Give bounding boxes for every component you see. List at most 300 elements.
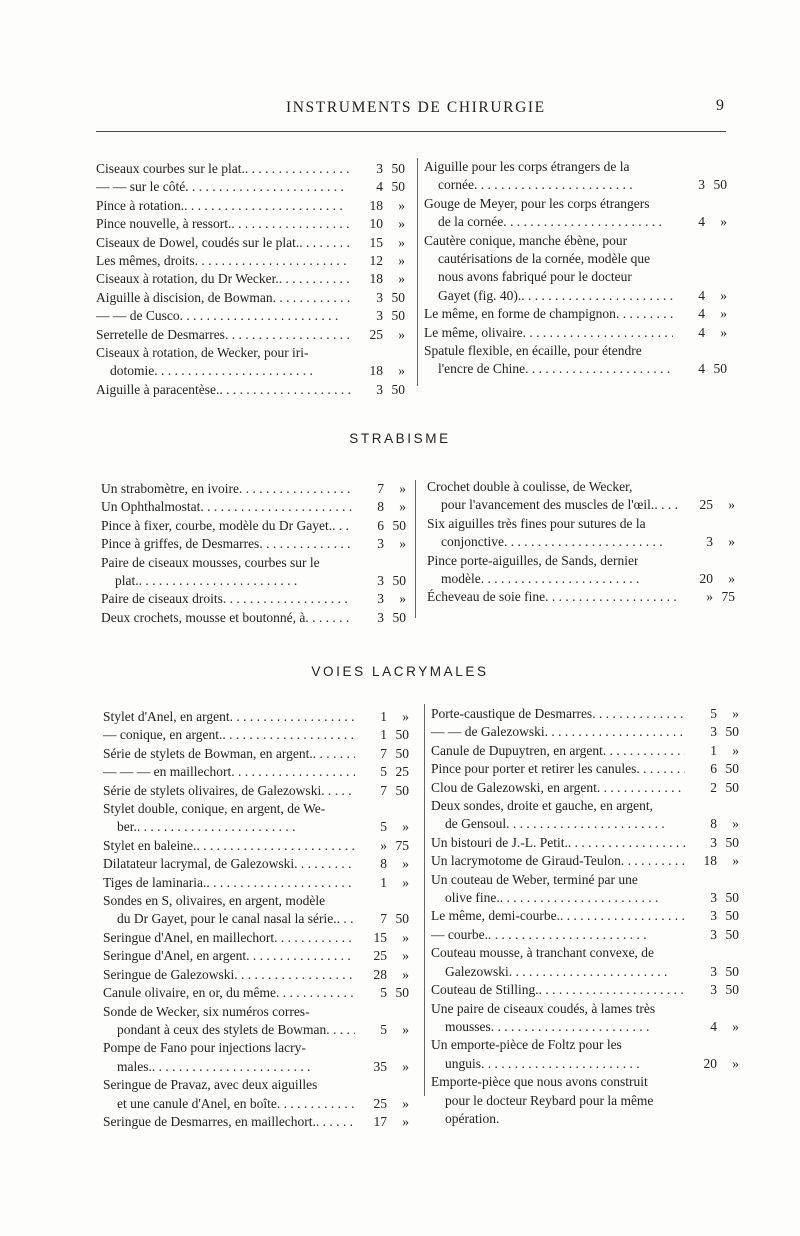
- entry-price: [352, 480, 406, 498]
- entry-line: [103, 800, 409, 818]
- entry-text: — — de Cusco: [96, 308, 180, 324]
- entry-line: [431, 705, 739, 723]
- entry-line: [103, 947, 409, 965]
- price-francs: 3: [376, 308, 383, 324]
- entry-line: [103, 726, 409, 744]
- entry-text: Six aiguilles très fines pour sutures de la: [427, 515, 646, 531]
- entry-text: Ciseaux à rotation, du Dr Wecker.: [96, 271, 279, 287]
- price-centimes: 50: [391, 179, 405, 195]
- price-entry: [431, 944, 739, 981]
- entry-price: [685, 705, 739, 723]
- entry-text: — courbe.: [431, 926, 488, 942]
- price-entry: [103, 892, 409, 929]
- entry-text: males.: [117, 1058, 152, 1074]
- entry-price: [673, 324, 727, 342]
- price-centimes: »: [399, 481, 406, 496]
- entry-text: Tiges de laminaria.: [103, 874, 207, 890]
- price-centimes: 50: [725, 761, 739, 777]
- entry-text: Paire de ciseaux mousses, courbes sur le: [101, 554, 320, 570]
- entry-line: [431, 907, 739, 925]
- price-francs: »: [380, 837, 387, 853]
- entry-price: [351, 178, 405, 196]
- price-francs: 4: [698, 324, 705, 340]
- price-column-right: [424, 158, 727, 379]
- dot-leader: [195, 252, 351, 270]
- price-francs: 25: [369, 326, 383, 342]
- dot-leader: [504, 533, 681, 551]
- entry-price: [673, 360, 727, 378]
- price-francs: 3: [376, 289, 383, 305]
- entry-price: [681, 496, 735, 514]
- dot-leader: [185, 178, 351, 196]
- price-centimes: 75: [721, 589, 735, 605]
- entry-text: Le même, demi-courbe.: [431, 908, 560, 924]
- price-francs: 8: [377, 499, 384, 515]
- entry-price: [351, 289, 405, 307]
- price-entry: [431, 723, 739, 741]
- entry-line: [427, 496, 735, 514]
- entry-line: [103, 1095, 409, 1113]
- entry-text: Sonde de Wecker, six numéros corres-: [103, 1003, 310, 1019]
- running-header-title: INSTRUMENTS DE CHIRURGIE: [286, 99, 546, 116]
- entry-text: pondant à ceux des stylets de Bowman: [117, 1021, 327, 1037]
- price-francs: 4: [698, 361, 705, 377]
- price-entry: [96, 215, 405, 233]
- dot-leader: [474, 176, 673, 194]
- entry-line: [103, 892, 409, 910]
- entry-price: [673, 176, 727, 194]
- entry-text: Porte-caustique de Desmarres: [431, 706, 593, 721]
- dot-leader: [273, 289, 351, 307]
- entry-line: [424, 342, 727, 360]
- entry-text: pour le docteur Reybard pour la même: [445, 1092, 654, 1108]
- entry-text: Stylet d'Anel, en argent: [103, 709, 230, 724]
- price-francs: 3: [710, 908, 717, 924]
- entry-text: Un Ophthalmostat: [101, 499, 201, 515]
- price-column-left: [103, 708, 409, 1131]
- entry-text: Deux crochets, mousse et boutonné, à: [101, 609, 306, 625]
- price-francs: 1: [710, 742, 717, 758]
- entry-text: Le même, en forme de champignon: [424, 306, 616, 322]
- entry-text: Pince nouvelle, à ressort.: [96, 216, 232, 232]
- dot-leader: [180, 307, 351, 325]
- price-entry: [103, 837, 409, 855]
- price-francs: 7: [380, 911, 387, 927]
- price-entry: [103, 745, 409, 763]
- entry-text: Pompe de Fano pour injections lacry-: [103, 1040, 306, 1056]
- price-column-left: [101, 480, 406, 627]
- price-entry: [96, 289, 405, 307]
- entry-price: [673, 213, 727, 231]
- entry-line: [103, 1021, 409, 1039]
- entry-line: [431, 779, 739, 797]
- entry-line: [431, 1110, 739, 1128]
- entry-text: Ciseaux courbes sur le plat.: [96, 161, 245, 176]
- price-francs: 4: [376, 179, 383, 195]
- price-francs: 3: [710, 834, 717, 850]
- price-entry: [431, 834, 739, 852]
- price-francs: 18: [369, 363, 383, 379]
- entry-line: [431, 1018, 739, 1036]
- price-entry: [431, 779, 739, 797]
- dot-leader: [503, 213, 673, 231]
- dot-leader: [222, 726, 355, 744]
- price-entry: [103, 947, 409, 965]
- price-entry: [101, 535, 406, 553]
- price-centimes: »: [402, 856, 409, 872]
- price-centimes: »: [402, 819, 409, 835]
- entry-price: [351, 307, 405, 325]
- entry-text: Gayet (fig. 40).: [438, 287, 522, 303]
- entry-price: [355, 745, 409, 763]
- entry-price: [355, 966, 409, 984]
- entry-line: [103, 874, 409, 892]
- price-francs: 18: [369, 271, 383, 287]
- entry-price: [685, 760, 739, 778]
- price-centimes: »: [732, 742, 739, 758]
- price-francs: 6: [377, 517, 384, 533]
- price-entry: [427, 478, 735, 515]
- entry-price: [355, 1113, 409, 1131]
- price-centimes: »: [398, 363, 405, 379]
- entry-price: [352, 590, 406, 608]
- entry-text: Canule olivaire, en or, du même: [103, 985, 277, 1001]
- dot-leader: [245, 160, 351, 178]
- dot-leader: [545, 588, 681, 606]
- dot-leader: [521, 287, 673, 305]
- price-entry: [424, 195, 727, 232]
- price-centimes: »: [398, 326, 405, 342]
- price-entry: [431, 1036, 739, 1073]
- entry-text: dotomie: [110, 363, 155, 379]
- price-entry: [103, 929, 409, 947]
- entry-line: [101, 590, 406, 608]
- price-centimes: 50: [395, 782, 409, 798]
- price-entry: [431, 981, 739, 999]
- dot-leader: [231, 215, 351, 233]
- column-divider: [417, 158, 418, 386]
- entry-text: Clou de Galezowski, en argent: [431, 779, 597, 795]
- entry-price: [355, 1095, 409, 1113]
- entry-text: Dilatateur lacrymal, de Galezowski: [103, 856, 295, 872]
- price-entry: [103, 782, 409, 800]
- dot-leader: [277, 1095, 355, 1113]
- entry-line: [103, 984, 409, 1002]
- dot-leader: [184, 197, 351, 215]
- entry-line: [103, 1113, 409, 1131]
- price-centimes: »: [720, 324, 727, 340]
- entry-line: [427, 515, 735, 533]
- price-centimes: 50: [713, 177, 727, 193]
- price-entry: [96, 252, 405, 270]
- dot-leader: [223, 590, 352, 608]
- price-entry: [103, 1003, 409, 1040]
- entry-line: [103, 782, 409, 800]
- entry-text: Un emporte-pièce de Foltz pour les: [431, 1037, 622, 1053]
- price-francs: 5: [380, 764, 387, 780]
- price-centimes: 50: [725, 908, 739, 924]
- price-column-right: [427, 478, 735, 607]
- entry-price: [355, 874, 409, 892]
- price-francs: 15: [369, 234, 383, 250]
- entry-price: [351, 326, 405, 344]
- entry-line: [96, 270, 405, 288]
- price-francs: 15: [373, 929, 387, 945]
- section-heading-voies-lacrymales: VOIES LACRYMALES: [311, 664, 489, 679]
- price-francs: 1: [380, 874, 387, 890]
- entry-text: de Gensoul: [445, 816, 507, 832]
- entry-price: [685, 981, 739, 999]
- dot-leader: [506, 815, 685, 833]
- entry-text: Serretelle de Desmarres: [96, 326, 225, 342]
- price-centimes: »: [398, 216, 405, 232]
- price-entry: [431, 907, 739, 925]
- entry-text: et une canule d'Anel, en boîte: [117, 1095, 277, 1111]
- entry-line: [101, 480, 406, 498]
- dot-leader: [488, 926, 685, 944]
- entry-line: [96, 160, 405, 178]
- entry-line: [96, 381, 405, 399]
- price-entry: [103, 1113, 409, 1131]
- dot-leader: [154, 362, 351, 380]
- price-entry: [103, 984, 409, 1002]
- price-francs: 35: [373, 1058, 387, 1074]
- price-entry: [103, 966, 409, 984]
- price-francs: 7: [377, 481, 384, 496]
- dot-leader: [500, 889, 685, 907]
- dot-leader: [206, 874, 355, 892]
- entry-text: Pince porte-aiguilles, de Sands, dernier: [427, 552, 639, 568]
- entry-text: Spatule flexible, en écaille, pour étendre: [424, 343, 642, 359]
- price-entry: [103, 855, 409, 873]
- entry-text: opération.: [445, 1110, 500, 1126]
- entry-line: [96, 234, 405, 252]
- dot-leader: [196, 837, 355, 855]
- entry-line: [431, 944, 739, 962]
- entry-text: Galezowski: [445, 963, 509, 979]
- entry-line: [101, 554, 406, 572]
- entry-line: [424, 158, 727, 176]
- price-centimes: 50: [725, 724, 739, 740]
- price-centimes: »: [732, 1055, 739, 1071]
- entry-price: [685, 852, 739, 870]
- entry-price: [351, 234, 405, 252]
- dot-leader: [276, 984, 355, 1002]
- price-centimes: »: [720, 306, 727, 322]
- price-centimes: 50: [725, 779, 739, 795]
- entry-text: du Dr Gayet, pour le canal nasal la série.: [117, 911, 337, 927]
- dot-leader: [491, 1018, 685, 1036]
- price-francs: 20: [703, 1055, 717, 1071]
- entry-line: [103, 910, 409, 928]
- dot-leader: [523, 324, 673, 342]
- entry-line: [427, 588, 735, 606]
- entry-price: [355, 984, 409, 1002]
- price-centimes: »: [399, 591, 406, 607]
- dot-leader: [603, 742, 685, 760]
- entry-text: Seringue de Galezowski: [103, 966, 235, 982]
- entry-text: Seringue de Pravaz, avec deux aiguilles: [103, 1077, 318, 1093]
- entry-line: [424, 287, 727, 305]
- dot-leader: [200, 498, 352, 516]
- entry-line: [431, 742, 739, 760]
- entry-text: Écheveau de soie fine: [427, 589, 546, 605]
- entry-text: Crochet double à coulisse, de Wecker,: [427, 479, 633, 494]
- entry-line: [96, 289, 405, 307]
- price-francs: 5: [380, 819, 387, 835]
- entry-text: Pince à fixer, courbe, modèle du Dr Gayet.: [101, 517, 333, 533]
- entry-line: [101, 609, 406, 627]
- price-entry: [431, 760, 739, 778]
- price-entry: [431, 871, 739, 908]
- price-centimes: »: [728, 534, 735, 550]
- dot-leader: [234, 966, 355, 984]
- entry-price: [685, 834, 739, 852]
- price-francs: 17: [373, 1113, 387, 1129]
- price-entry: [431, 797, 739, 834]
- entry-line: [431, 1000, 739, 1018]
- price-francs: 25: [373, 948, 387, 964]
- entry-text: pour l'avancement des muscles de l'œil.: [441, 497, 655, 513]
- price-centimes: »: [732, 816, 739, 832]
- entry-price: [352, 609, 406, 627]
- entry-price: [681, 533, 735, 551]
- dot-leader: [230, 708, 355, 726]
- dot-leader: [560, 907, 685, 925]
- price-entry: [103, 708, 409, 726]
- price-francs: 8: [710, 816, 717, 832]
- dot-leader: [294, 855, 355, 873]
- price-francs: 4: [710, 1018, 717, 1034]
- price-centimes: 50: [395, 911, 409, 927]
- price-centimes: 50: [392, 609, 406, 625]
- entry-line: [96, 178, 405, 196]
- entry-price: [685, 963, 739, 981]
- price-francs: 18: [369, 197, 383, 213]
- entry-line: [96, 307, 405, 325]
- entry-text: mousses: [445, 1018, 491, 1034]
- price-centimes: »: [402, 1095, 409, 1111]
- entry-price: [351, 381, 405, 399]
- price-centimes: 50: [725, 926, 739, 942]
- dot-leader: [621, 852, 685, 870]
- price-entry: [427, 588, 735, 606]
- entry-price: [685, 815, 739, 833]
- dot-leader: [231, 763, 355, 781]
- entry-price: [685, 742, 739, 760]
- entry-text: cautérisations de la cornée, modèle que: [438, 251, 651, 267]
- dot-leader: [259, 535, 352, 553]
- entry-price: [673, 305, 727, 323]
- entry-line: [431, 723, 739, 741]
- entry-line: [101, 498, 406, 516]
- dot-leader: [509, 963, 685, 981]
- dot-leader: [539, 981, 685, 999]
- entry-line: [427, 552, 735, 570]
- entry-text: Une paire de ciseaux coudés, à lames très: [431, 1000, 656, 1016]
- entry-line: [424, 195, 727, 213]
- entry-price: [355, 855, 409, 873]
- price-entry: [96, 270, 405, 288]
- price-entry: [101, 498, 406, 516]
- price-entry: [103, 726, 409, 744]
- entry-price: [355, 929, 409, 947]
- entry-line: [431, 1055, 739, 1073]
- price-francs: 5: [710, 706, 717, 721]
- entry-text: Pince pour porter et retirer les canules: [431, 761, 637, 777]
- entry-line: [101, 572, 406, 590]
- entry-text: Gouge de Meyer, pour les corps étrangers: [424, 195, 650, 211]
- entry-text: Aiguille à paracentèse.: [96, 381, 220, 397]
- entry-line: [96, 197, 405, 215]
- price-entry: [96, 344, 405, 381]
- price-francs: 20: [699, 571, 713, 587]
- entry-line: [103, 929, 409, 947]
- entry-text: Seringue de Desmarres, en maillechort.: [103, 1113, 316, 1129]
- price-centimes: 50: [395, 727, 409, 743]
- entry-text: Sondes en S, olivaires, en argent, modèle: [103, 893, 326, 909]
- price-centimes: »: [728, 571, 735, 587]
- price-centimes: »: [402, 948, 409, 964]
- entry-text: Le même, olivaire: [424, 324, 523, 340]
- entry-line: [424, 268, 727, 286]
- entry-price: [351, 362, 405, 380]
- entry-line: [431, 981, 739, 999]
- price-francs: 1: [380, 727, 387, 743]
- entry-text: Paire de ciseaux droits: [101, 591, 223, 607]
- price-francs: 3: [710, 926, 717, 942]
- price-centimes: »: [720, 214, 727, 230]
- price-francs: 2: [710, 779, 717, 795]
- price-centimes: »: [398, 234, 405, 250]
- price-entry: [431, 852, 739, 870]
- price-francs: 3: [376, 161, 383, 176]
- entry-text: Couteau de Stilling.: [431, 982, 539, 998]
- entry-price: [352, 572, 406, 590]
- entry-line: [96, 344, 405, 362]
- price-centimes: »: [402, 966, 409, 982]
- entry-line: [103, 837, 409, 855]
- page-number: 9: [716, 97, 724, 114]
- column-divider: [424, 704, 425, 1096]
- entry-price: [351, 197, 405, 215]
- entry-line: [103, 1003, 409, 1021]
- price-centimes: 50: [392, 573, 406, 589]
- price-francs: 10: [369, 216, 383, 232]
- dot-leader: [616, 305, 673, 323]
- entry-line: [431, 871, 739, 889]
- dot-leader: [321, 782, 355, 800]
- price-francs: 4: [698, 287, 705, 303]
- dot-leader: [592, 705, 685, 723]
- price-centimes: »: [398, 197, 405, 213]
- entry-price: [685, 723, 739, 741]
- price-centimes: »: [732, 853, 739, 869]
- price-entry: [424, 324, 727, 342]
- price-francs: 25: [699, 497, 713, 513]
- entry-price: [685, 889, 739, 907]
- entry-line: [424, 324, 727, 342]
- entry-text: Un strabomètre, en ivoire: [101, 481, 239, 496]
- dot-leader: [654, 496, 681, 514]
- price-francs: 12: [369, 253, 383, 269]
- dot-leader: [305, 609, 352, 627]
- price-column-right: [431, 705, 739, 1128]
- entry-price: [355, 1058, 409, 1076]
- entry-text: unguis: [445, 1055, 482, 1071]
- entry-text: — — sur le côté: [96, 179, 186, 195]
- entry-line: [424, 250, 727, 268]
